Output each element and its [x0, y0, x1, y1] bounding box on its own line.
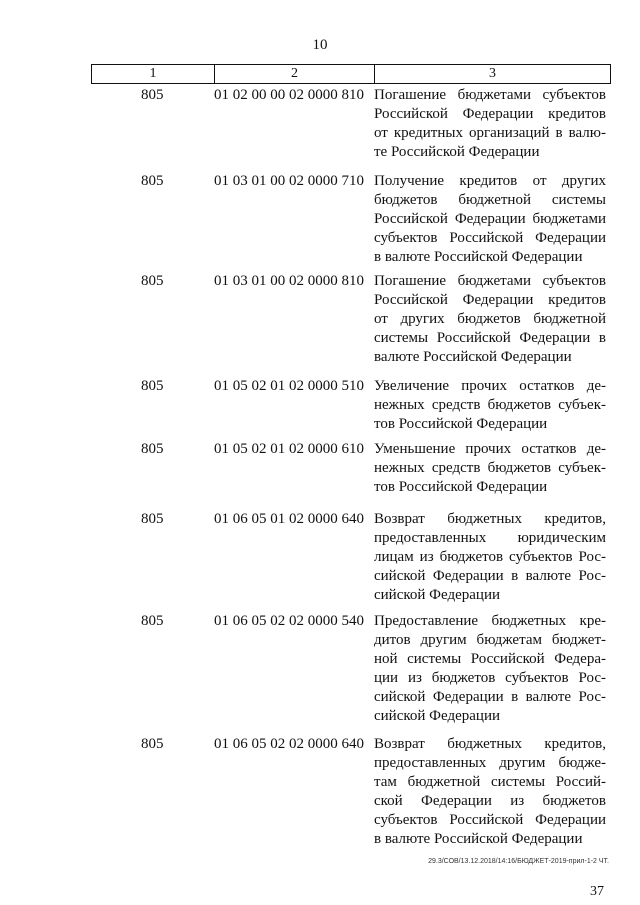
sheet-number: 37 [590, 884, 604, 899]
budget-classification-code: 01 06 05 02 02 0000 640 [214, 736, 364, 752]
budget-classification-code: 01 06 05 02 02 0000 540 [214, 613, 364, 629]
page-number: 10 [312, 37, 328, 53]
description-line: Российской Федерации кредитов [374, 292, 606, 308]
description-line: предоставленных другим бюдже- [374, 755, 606, 771]
description-line: Российской Федерации кредитов [374, 106, 606, 122]
administrator-code: 805 [141, 173, 164, 189]
description-line: сийской Федерации [374, 708, 501, 724]
column-header-1: 1 [92, 65, 215, 83]
description-line: Российской Федерации бюджетами [374, 211, 606, 227]
administrator-code: 805 [141, 736, 164, 752]
column-header-3: 3 [489, 66, 496, 81]
description-line: бюджетов бюджетной системы [374, 192, 606, 208]
description-line: системы Российской Федерации в [374, 330, 606, 346]
description-line: тов Российской Федерации [374, 416, 548, 432]
column-header-2: 2 [215, 65, 375, 83]
code-description [374, 440, 606, 497]
description-line: валюте Российской Федерации [374, 349, 572, 365]
administrator-code: 805 [141, 87, 164, 103]
description-line: от кредитных организаций в валю- [374, 125, 606, 141]
description-line: предоставленных юридическим [374, 530, 606, 546]
description-line: ции из бюджетов субъектов Рос- [374, 670, 606, 686]
description-line: лицам из бюджетов субъектов Рос- [374, 549, 606, 565]
administrator-code: 805 [141, 273, 164, 289]
description-line: в валюте Российской Федерации [374, 831, 583, 847]
description-line: в валюте Российской Федерации [374, 249, 583, 265]
code-description [374, 735, 606, 849]
description-line: Получение кредитов от других [374, 173, 606, 189]
description-line: от других бюджетов бюджетной [374, 311, 606, 327]
description-line: сийской Федерации [374, 587, 501, 603]
description-line: субъектов Российской Федерации [374, 812, 606, 828]
code-description [374, 86, 606, 162]
code-description [374, 612, 606, 726]
description-line: нежных средств бюджетов субъек- [374, 397, 606, 413]
description-line: Уменьшение прочих остатков де- [374, 441, 606, 457]
administrator-code: 805 [141, 613, 164, 629]
administrator-code: 805 [141, 511, 164, 527]
administrator-code: 805 [141, 441, 164, 457]
description-line: ной системы Российской Федера- [374, 651, 606, 667]
administrator-code: 805 [141, 378, 164, 394]
description-line: сийской Федерации в валюте Рос- [374, 568, 606, 584]
description-line: Возврат бюджетных кредитов, [374, 511, 606, 527]
budget-classification-code: 01 06 05 01 02 0000 640 [214, 511, 364, 527]
description-line: нежных средств бюджетов субъек- [374, 460, 606, 476]
description-line: сийской Федерации в валюте Рос- [374, 689, 606, 705]
description-line: ской Федерации из бюджетов [374, 793, 606, 809]
description-line: субъектов Российской Федерации [374, 230, 606, 246]
code-description [374, 377, 606, 434]
description-line: Возврат бюджетных кредитов, [374, 736, 606, 752]
column-header-row [91, 64, 611, 84]
description-line: дитов другим бюджетам бюджет- [374, 632, 606, 648]
description-line: Предоставление бюджетных кре- [374, 613, 606, 629]
budget-classification-code: 01 03 01 00 02 0000 710 [214, 173, 364, 189]
description-line: Погашение бюджетами субъектов [374, 87, 606, 103]
budget-classification-code: 01 05 02 01 02 0000 510 [214, 378, 364, 394]
description-line: те Российской Федерации [374, 144, 540, 160]
description-line: Погашение бюджетами субъектов [374, 273, 606, 289]
document-identifier: 29.3/СОВ/13.12.2018/14:16/БЮДЖЕТ-2019-прил-1-2 ЧТ. [428, 858, 609, 865]
code-description [374, 272, 606, 367]
budget-classification-code: 01 05 02 01 02 0000 610 [214, 441, 364, 457]
description-line: Увеличение прочих остатков де- [374, 378, 606, 394]
budget-classification-code: 01 02 00 00 02 0000 810 [214, 87, 364, 103]
code-description [374, 172, 606, 267]
budget-classification-code: 01 03 01 00 02 0000 810 [214, 273, 364, 289]
description-line: там бюджетной системы Россий- [374, 774, 606, 790]
description-line: тов Российской Федерации [374, 479, 548, 495]
code-description [374, 510, 606, 605]
